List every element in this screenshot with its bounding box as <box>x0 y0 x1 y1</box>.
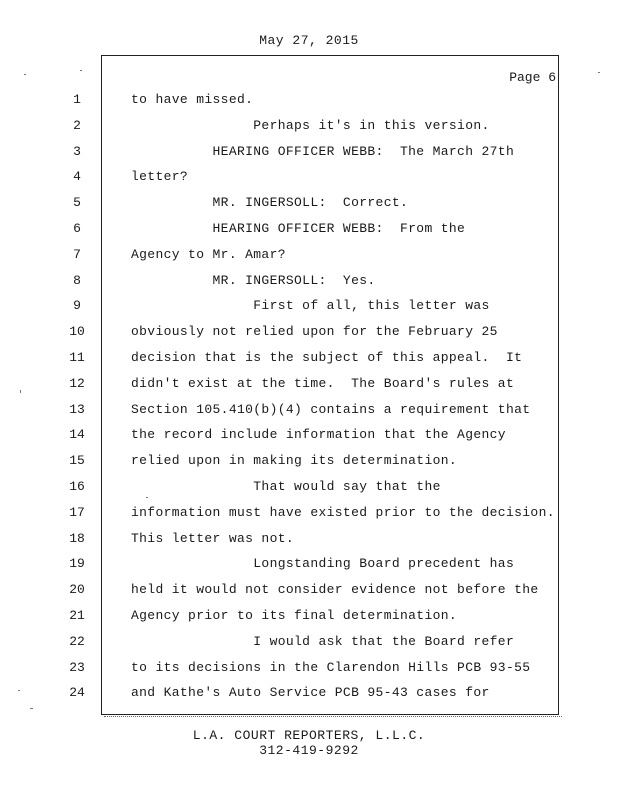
line-number: 9 <box>73 298 81 313</box>
footer-phone: 312-419-9292 <box>259 743 359 758</box>
line-text: I would ask that the Board refer <box>131 634 515 649</box>
line-number: 18 <box>69 531 85 546</box>
line-number: 8 <box>73 273 81 288</box>
scan-speck <box>80 70 82 71</box>
line-number: 22 <box>69 634 85 649</box>
line-text: Perhaps it's in this version. <box>131 118 490 133</box>
line-number: 4 <box>73 169 81 184</box>
line-text: First of all, this letter was <box>131 298 490 313</box>
line-number: 5 <box>73 195 81 210</box>
line-number: 13 <box>69 402 85 417</box>
line-text: HEARING OFFICER WEBB: From the <box>131 221 466 236</box>
line-number: 11 <box>69 350 85 365</box>
line-text: This letter was not. <box>131 531 295 546</box>
line-text: relied upon in making its determination. <box>131 453 458 468</box>
line-text: Agency to Mr. Amar? <box>131 247 286 262</box>
line-text: didn't exist at the time. The Board's rules at <box>131 376 515 391</box>
scan-speck <box>146 497 148 498</box>
scan-speck <box>24 74 26 75</box>
line-text: letter? <box>131 169 189 184</box>
line-number: 20 <box>69 582 85 597</box>
line-text: HEARING OFFICER WEBB: The March 27th <box>131 144 515 159</box>
line-number: 17 <box>69 505 85 520</box>
line-number: 24 <box>69 685 85 700</box>
line-text: That would say that the <box>131 479 441 494</box>
line-number: 23 <box>69 660 85 675</box>
page-number: Page 6 <box>509 70 556 85</box>
line-number: 14 <box>69 427 85 442</box>
scan-speck <box>20 390 21 393</box>
line-text: MR. INGERSOLL: Yes. <box>131 273 376 288</box>
scan-speck <box>18 690 20 691</box>
line-number: 21 <box>69 608 85 623</box>
line-number: 19 <box>69 556 85 571</box>
line-number: 12 <box>69 376 85 391</box>
line-number: 16 <box>69 479 85 494</box>
line-number: 15 <box>69 453 85 468</box>
scan-speck <box>30 708 33 709</box>
page-frame-shadow <box>104 716 562 717</box>
line-number: 2 <box>73 118 81 133</box>
line-text: information must have existed prior to the decision. <box>131 505 555 520</box>
scan-speck <box>598 72 600 73</box>
line-number: 10 <box>69 324 85 339</box>
line-text: to have missed. <box>131 92 254 107</box>
line-number: 7 <box>73 247 81 262</box>
line-text: held it would not consider evidence not before the <box>131 582 539 597</box>
line-number: 6 <box>73 221 81 236</box>
line-text: decision that is the subject of this appeal. It <box>131 350 523 365</box>
line-text: and Kathe's Auto Service PCB 95-43 cases for <box>131 685 490 700</box>
line-text: MR. INGERSOLL: Correct. <box>131 195 409 210</box>
line-text: Agency prior to its final determination. <box>131 608 458 623</box>
line-text: Section 105.410(b)(4) contains a requirement that <box>131 402 531 417</box>
header-date: May 27, 2015 <box>259 33 359 48</box>
line-text: to its decisions in the Clarendon Hills PCB 93-55 <box>131 660 531 675</box>
line-text: obviously not relied upon for the February 25 <box>131 324 498 339</box>
line-text: Longstanding Board precedent has <box>131 556 515 571</box>
line-number: 3 <box>73 144 81 159</box>
line-text: the record include information that the Agency <box>131 427 506 442</box>
line-number: 1 <box>73 92 81 107</box>
footer-company: L.A. COURT REPORTERS, L.L.C. <box>192 728 426 743</box>
